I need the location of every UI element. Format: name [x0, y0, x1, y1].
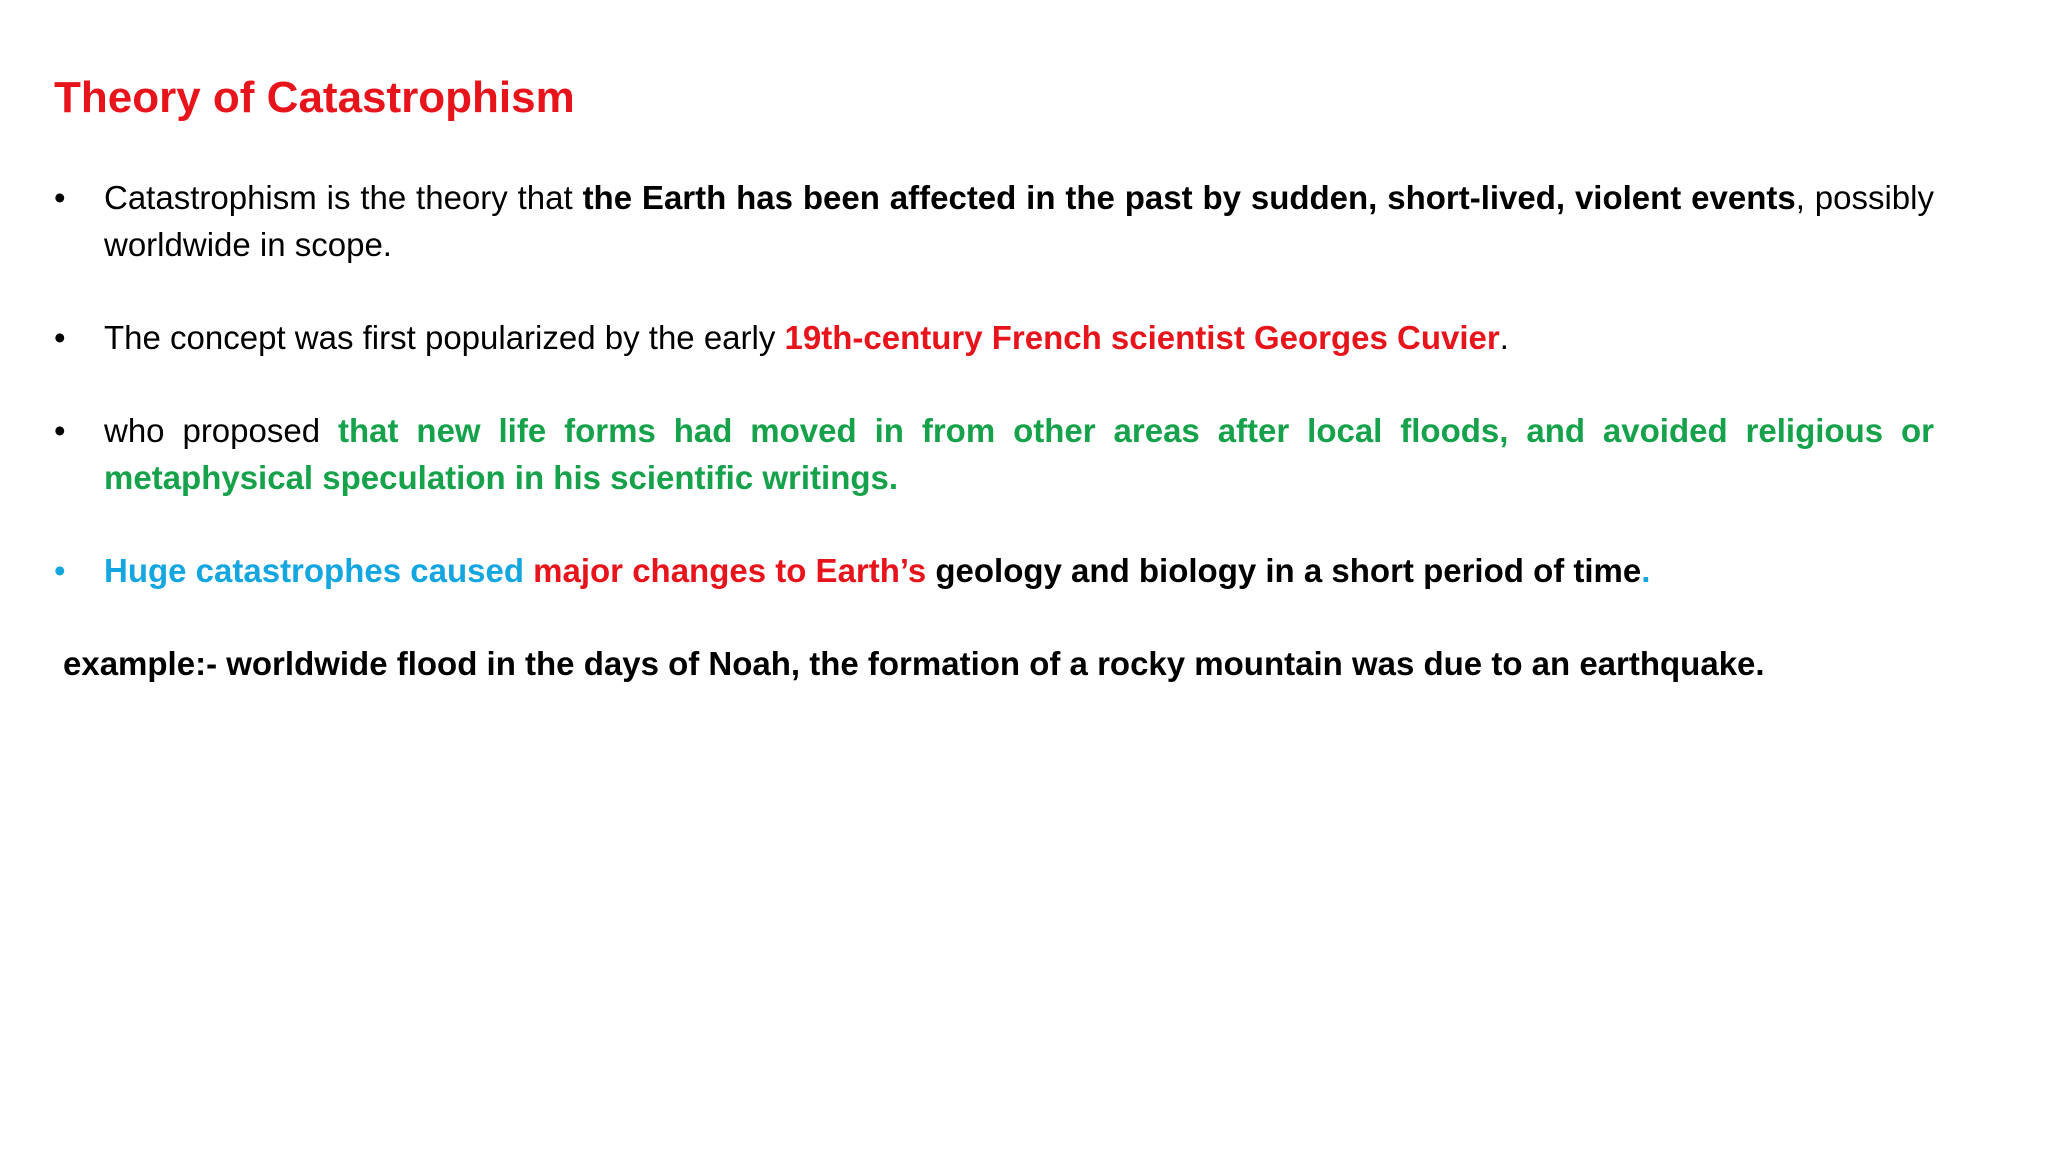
bullet-text-period-cyan: . — [1641, 552, 1651, 589]
bullet-item-cuvier — [54, 314, 1934, 361]
bullet-icon: • — [54, 179, 66, 216]
bullet-item-definition — [54, 174, 1934, 268]
bullet-text-bold: the Earth has been affected in the past by sudden, short-lived, violent events — [582, 179, 1796, 216]
bullet-text-plain: who proposed — [104, 412, 338, 449]
bullet-list — [54, 174, 1934, 640]
bullet-text-plain: Catastrophism is the theory that — [104, 179, 583, 216]
bullet-icon: • — [54, 319, 66, 356]
bullet-text-plain: , possibly worldwide in scope. — [104, 179, 1934, 263]
bullet-text-highlight-cyan: Huge catastrophes caused — [104, 552, 534, 589]
bullet-text-bold: geology and biology in a short period of time — [926, 552, 1642, 589]
example-text: example:- worldwide flood in the days of Noah, the formation of a rocky mountain was due to an earthquake. — [63, 645, 1765, 682]
bullet-text-highlight-red: 19th-century French scientist Georges Cuvier — [784, 319, 1500, 356]
bullet-item-proposal — [54, 407, 1934, 501]
bullet-text-highlight-green: that new life forms had moved in from other areas after local floods, and avoided religious or metaphysical speculation in his scientific writings. — [104, 412, 1935, 496]
bullet-text-plain: The concept was first popularized by the early — [104, 319, 785, 356]
bullet-item-catastrophes — [54, 547, 1934, 594]
bullet-text-plain: . — [1499, 319, 1509, 356]
bullet-icon: • — [54, 552, 66, 589]
slide-title: Theory of Catastrophism — [54, 73, 575, 122]
bullet-text-highlight-red: major changes to Earth’s — [533, 552, 927, 589]
bullet-icon: • — [54, 412, 66, 449]
